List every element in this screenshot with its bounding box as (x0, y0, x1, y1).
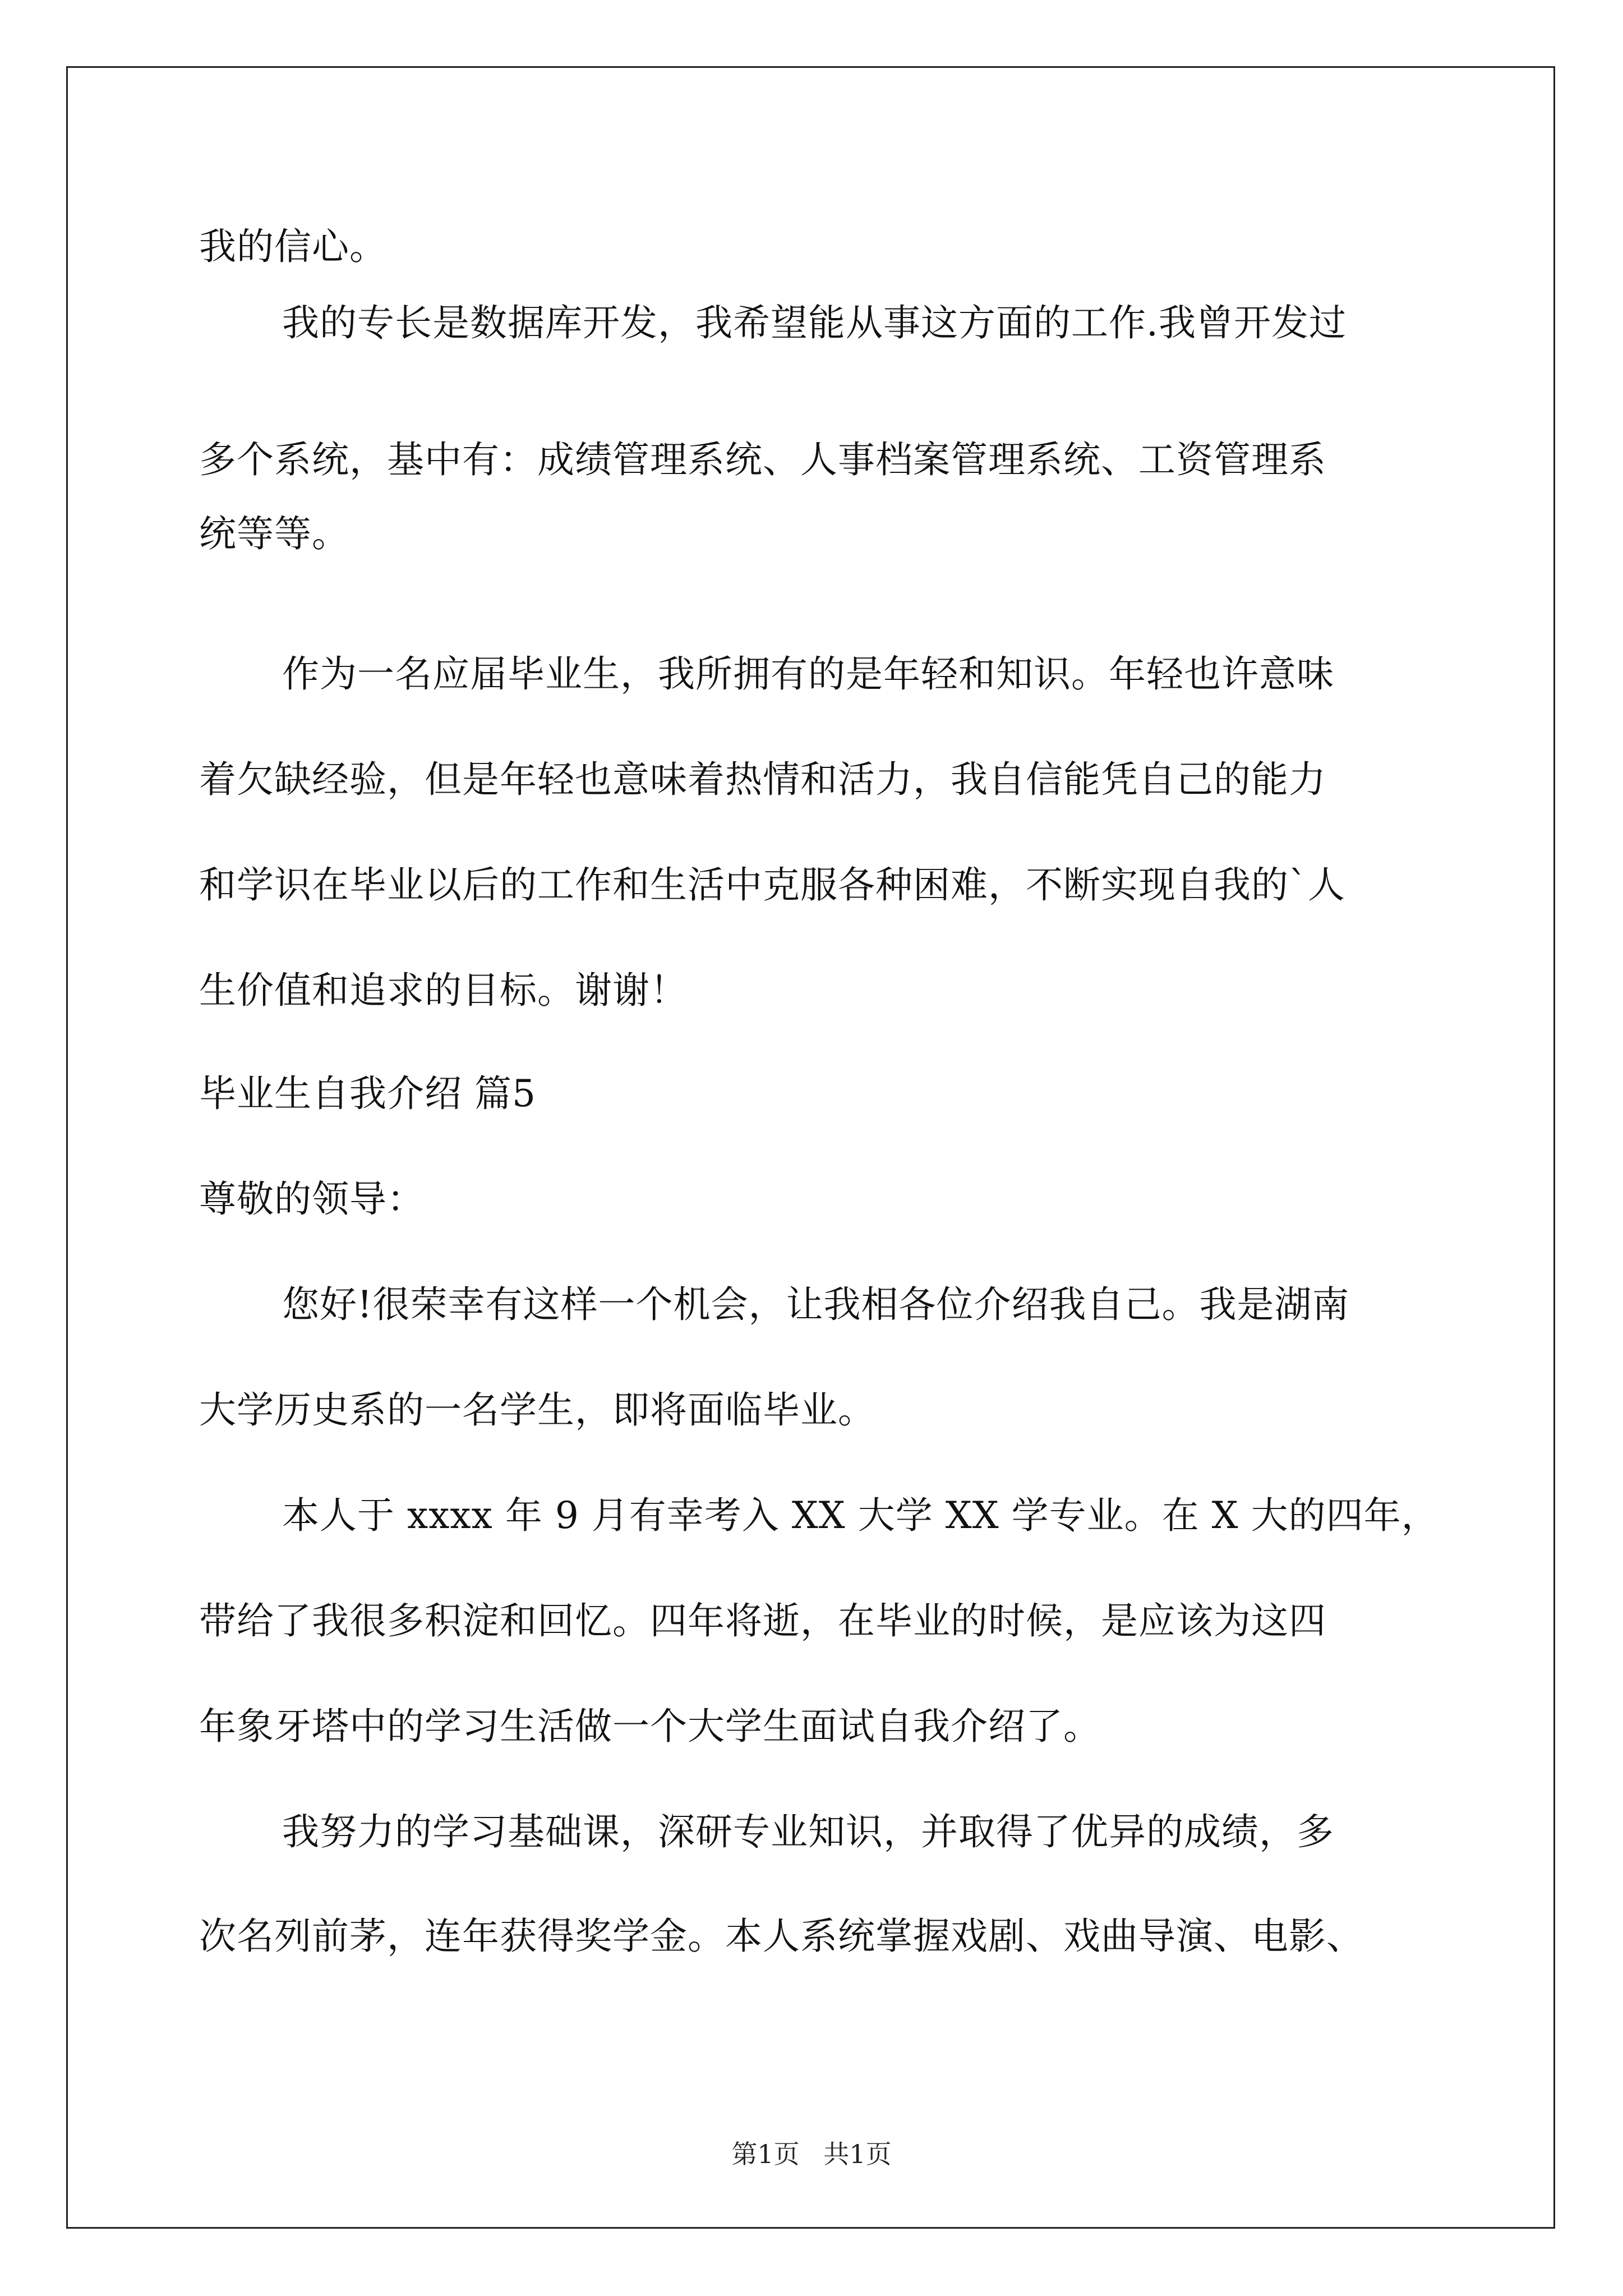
page-number-current: 第1页 (731, 2139, 800, 2169)
paragraph-first-line: 我的专长是数据库开发，我希望能从事这方面的工作.我曾开发过 (282, 301, 1347, 344)
paragraph-first-line: 您好!很荣幸有这样一个机会，让我相各位介绍我自己。我是湖南 (282, 1283, 1350, 1326)
salutation: 尊敬的领导： (199, 1177, 425, 1221)
section-heading: 毕业生自我介绍 篇5 (199, 1072, 536, 1115)
page-number-total: 共1页 (823, 2139, 892, 2169)
text-line: 着欠缺经验，但是年轻也意味着热情和活力，我自信能凭自己的能力 (199, 758, 1326, 801)
paragraph-first-line: 作为一名应届毕业生，我所拥有的是年轻和知识。年轻也许意味 (282, 652, 1334, 696)
text-line: 年象牙塔中的学习生活做一个大学生面试自我介绍了。 (199, 1705, 1101, 1748)
text-line: 生价值和追求的目标。谢谢！ (199, 969, 688, 1012)
page-border (66, 66, 1555, 2229)
paragraph-first-line: 我努力的学习基础课，深研专业知识，并取得了优异的成绩，多 (282, 1810, 1334, 1853)
text-line: 大学历史系的一名学生，即将面临毕业。 (199, 1388, 875, 1432)
text-line: 和学识在毕业以后的工作和生活中克服各种困难，不断实现自我的`人 (199, 863, 1345, 907)
text-line: 带给了我很多积淀和回忆。四年将逝，在毕业的时候，是应该为这四 (199, 1599, 1326, 1642)
page-footer (0, 2138, 1623, 2170)
text-line: 统等等。 (199, 512, 349, 555)
text-line: 多个系统，基中有：成绩管理系统、人事档案管理系统、工资管理系 (199, 438, 1326, 481)
text-line: 次名列前茅，连年获得奖学金。本人系统掌握戏剧、戏曲导演、电影、 (199, 1915, 1364, 1958)
paragraph-first-line: 本人于 xxxx 年 9 月有幸考入 XX 大学 XX 学专业。在 X 大的四年， (282, 1494, 1439, 1537)
text-line: 我的信心。 (199, 225, 387, 268)
